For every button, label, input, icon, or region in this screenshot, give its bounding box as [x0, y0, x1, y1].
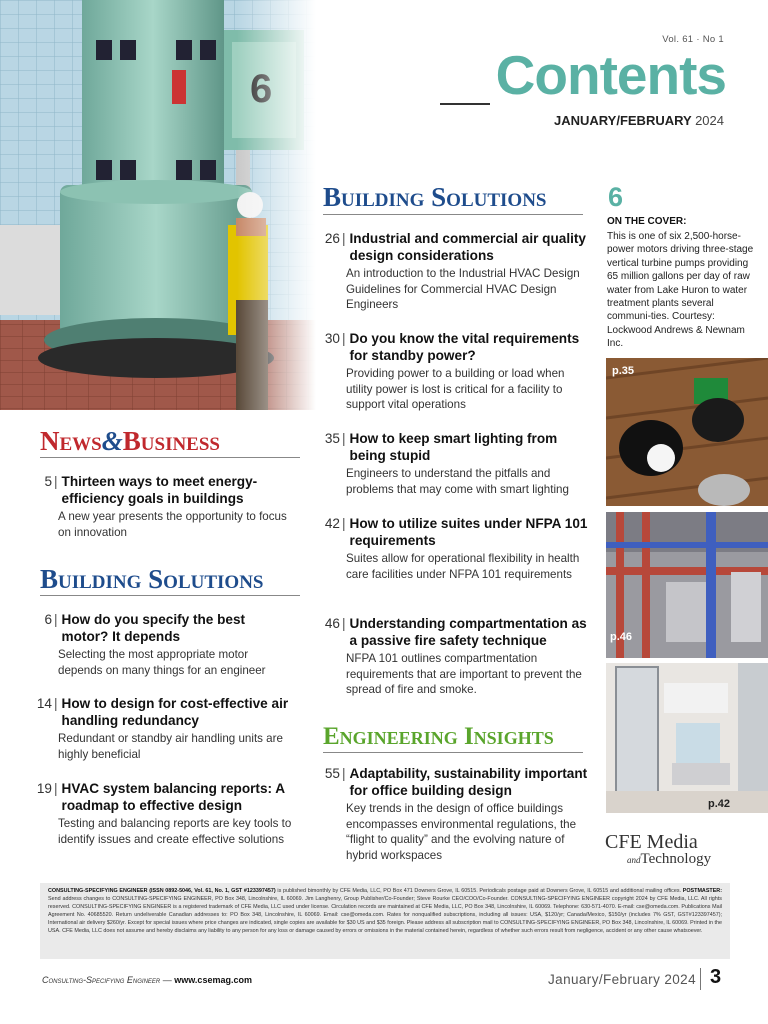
- footer-issue: January/February 2024: [548, 972, 696, 987]
- issue-month: JANUARY/FEBRUARY: [553, 113, 692, 128]
- ampersand: &: [101, 426, 123, 456]
- article-title: How do you specify the best motor? It depends: [61, 612, 246, 644]
- article-title: How to design for cost-effective air handling redundancy: [61, 696, 289, 728]
- logo-technology: Technology: [640, 851, 712, 867]
- article-title: How to utilize suites under NFPA 101 requirements: [349, 516, 588, 548]
- cover-description: This is one of six 2,500-horse-power motors driving three-stage vertical turbine pumps providing 65 million gallons per day of raw water from Lake Huron to water treatment plants several communi-ties. Courtesy: Lockwood Andrews & Newnam Inc.: [607, 231, 754, 350]
- footer-sep: —: [160, 975, 175, 985]
- section-heading-building-solutions-left: Building Solutions: [40, 564, 264, 594]
- photo-tag: p.35: [612, 365, 635, 377]
- fine-print-body1: is published bimonthly by CFE Media, LLC, PO Box 471 Downers Grove, IL 60515. Periodicals postage paid at Downers Grove, IL 60515 and additional mailing offices.: [275, 888, 683, 894]
- photo-tag: p.46: [610, 631, 633, 643]
- page-title: Contents: [495, 44, 726, 106]
- article-entry[interactable]: 6 | How do you specify the best motor? It depends Selecting the most appropriate motor depends on many things for an engineer: [22, 611, 292, 678]
- article-title: HVAC system balancing reports: A roadmap to effective design: [61, 781, 285, 813]
- article-page: 5: [44, 474, 52, 489]
- article-entry[interactable]: 35 | How to keep smart lighting from being stupid Engineers to understand the pitfalls and problems that may come with smart lighting: [320, 430, 590, 497]
- article-page: 55: [324, 766, 340, 781]
- logo-line2: [627, 852, 765, 867]
- logo-and: and: [627, 855, 641, 865]
- logo-line1: CFE Media: [605, 831, 698, 853]
- article-page: 14: [36, 696, 52, 711]
- issue-year: 2024: [695, 113, 724, 128]
- section-heading-building-solutions-right: Building Solutions: [323, 182, 547, 212]
- article-entry[interactable]: 5 | Thirteen ways to meet energy-efficiency goals in buildings A new year presents the opportunity to focus on innovation: [22, 473, 292, 540]
- article-entry[interactable]: 14 | How to design for cost-effective air handling redundancy Redundant or standby air handling units are highly beneficial: [22, 695, 292, 762]
- volume-number: Vol. 61 · No 1: [662, 34, 724, 45]
- article-page: 42: [324, 516, 340, 531]
- article-description: Selecting the most appropriate motor depends on many things for an engineer: [58, 648, 266, 677]
- photo-health-care-suite[interactable]: [606, 663, 768, 813]
- publication-fine-print: [40, 883, 730, 959]
- article-page: 26: [324, 231, 340, 246]
- fine-print-lead: CONSULTING-SPECIFYING ENGINEER (ISSN 0892-5046, Vol. 61, No. 1, GST #123397457): [48, 888, 276, 894]
- cfe-media-logo: [605, 832, 765, 867]
- article-entry[interactable]: 26 | Industrial and commercial air quality design considerations An introduction to the Industrial HVAC Design Guidelines for Commercial HVAC Design Engineers: [320, 230, 590, 313]
- article-page: 35: [324, 431, 340, 446]
- cover-page-number: 6: [608, 182, 624, 212]
- article-page: 6: [44, 612, 52, 627]
- article-title: How to keep smart lighting from being stupid: [349, 431, 558, 463]
- section-underline: [323, 214, 583, 215]
- section-heading-news-business: [40, 428, 220, 455]
- page-number: 3: [710, 966, 722, 988]
- article-page: 46: [324, 616, 340, 631]
- footer-divider: [700, 968, 701, 990]
- title-rule: [440, 103, 490, 105]
- cover-label: ON THE COVER:: [607, 216, 687, 227]
- article-description: Testing and balancing reports are key tools to identify issues and create effective solutions: [58, 817, 292, 846]
- article-entry[interactable]: 46 | Understanding compartmentation as a passive fire safety technique NFPA 101 outlines compartmentation requirements that are important to prevent the spread of fire and smoke.: [320, 615, 590, 698]
- article-title: Do you know the vital requirements for standby power?: [349, 331, 580, 363]
- fine-print-postmaster: POSTMASTER:: [682, 888, 722, 894]
- article-description: Engineers to understand the pitfalls and problems that may come with smart lighting: [346, 467, 569, 496]
- footer-url[interactable]: www.csemag.com: [174, 975, 252, 985]
- photo-smart-lighting[interactable]: [606, 358, 768, 506]
- section-underline: [40, 457, 300, 458]
- photo-tag: p.42: [708, 798, 731, 810]
- footer-publication-name: Consulting-Specifying Engineer: [42, 975, 161, 985]
- section-heading-engineering-insights: Engineering Insights: [323, 723, 554, 750]
- article-title: Understanding compartmentation as a passive fire safety technique: [349, 616, 587, 648]
- footer-publication: [42, 975, 252, 985]
- business-label: Business: [122, 426, 220, 456]
- section-underline: [323, 752, 583, 753]
- article-entry[interactable]: 55 | Adaptability, sustainability important for office building design Key trends in the design of office buildings encompasses environmental regulations, the “flight to quality” and the evolving nature of hybrid workspaces: [320, 765, 590, 863]
- article-description: Suites allow for operational flexibility in health care facilities under NFPA 101 requirements: [346, 552, 580, 581]
- section-underline: [40, 595, 300, 596]
- news-label: News: [40, 426, 102, 456]
- cover-photo: [0, 0, 316, 410]
- issue-date: [554, 113, 724, 128]
- article-title: Adaptability, sustainability important for office building design: [349, 766, 588, 798]
- article-description: Providing power to a building or load when utility power is lost is critical for a facility to support vital operations: [346, 367, 565, 411]
- article-page: 19: [36, 781, 52, 796]
- article-description: An introduction to the Industrial HVAC Design Guidelines for Commercial HVAC Design Engineers: [346, 267, 580, 311]
- article-description: NFPA 101 outlines compartmentation requirements that are important to prevent the spread of fire and smoke.: [346, 652, 582, 696]
- article-description: Redundant or standby air handling units are highly beneficial: [58, 732, 283, 761]
- article-entry[interactable]: 42 | How to utilize suites under NFPA 101 requirements Suites allow for operational flexibility in health care facilities under NFPA 101 requirements: [320, 515, 590, 582]
- article-description: A new year presents the opportunity to focus on innovation: [58, 510, 287, 539]
- article-title: Thirteen ways to meet energy-efficiency goals in buildings: [61, 474, 258, 506]
- article-page: 30: [324, 331, 340, 346]
- article-entry[interactable]: 30 | Do you know the vital requirements for standby power? Providing power to a building or load when utility power is lost is critical for a facility to support vital operations: [320, 330, 590, 413]
- photo-compartmentation[interactable]: [606, 512, 768, 658]
- article-description: Key trends in the design of office buildings encompasses environmental regulations, the “flight to quality” and the evolving nature of hybrid workspaces: [346, 802, 577, 862]
- fine-print-body2: Send address changes to CONSULTING-SPECIFYING ENGINEER, PO Box 348, Lincolnshire, IL 60069. Jim Langhenry, Group Publisher/Co-Founder; Steve Rourke CEO/COO/Co-Founder. CONSULTING-SPECIFYING ENGINEER copyright 2024 by CFE Media, LLC. All rights reserved. CONSULTING-SPECIFYING ENGINEER is a registered trademark of CFE Media, LLC used under license. Circulation records are maintained at CFE Media, LLC, PO Box 348, Lincolnshire, IL 60069. Telephone: 630-571-4070. E-mail: cse@omeda.com. Publications Mail Agreement No. 40685520. Return undeliverable Canadian addresses to: PO Box 348, Lincolnshire, IL 60069. Email: cse@omeda.com. Rates for nonqualified subscriptions, including all issues: USA, $120/yr; Canada/Mexico, $150/yr (includes 7% GST, GST#123397457); International air delivery $260/yr. Except for special issues where price changes are indicated, single copies are available for $30 US and $35 foreign. Please address all subscription mail to CONSULTING-SPECIFYING ENGINEER, PO Box 348, Lincolnshire, IL 60069. Printed in the USA. CFE Media, LLC does not assume and hereby disclaims any liability to any person for any loss or damage caused by errors or omissions in the material contained herein, regardless of whether such errors result from negligence, accident or any other cause whatsoever.: [48, 896, 722, 934]
- article-title: Industrial and commercial air quality design considerations: [349, 231, 586, 263]
- article-entry[interactable]: 19 | HVAC system balancing reports: A roadmap to effective design Testing and balancing reports are key tools to identify issues and create effective solutions: [22, 780, 292, 847]
